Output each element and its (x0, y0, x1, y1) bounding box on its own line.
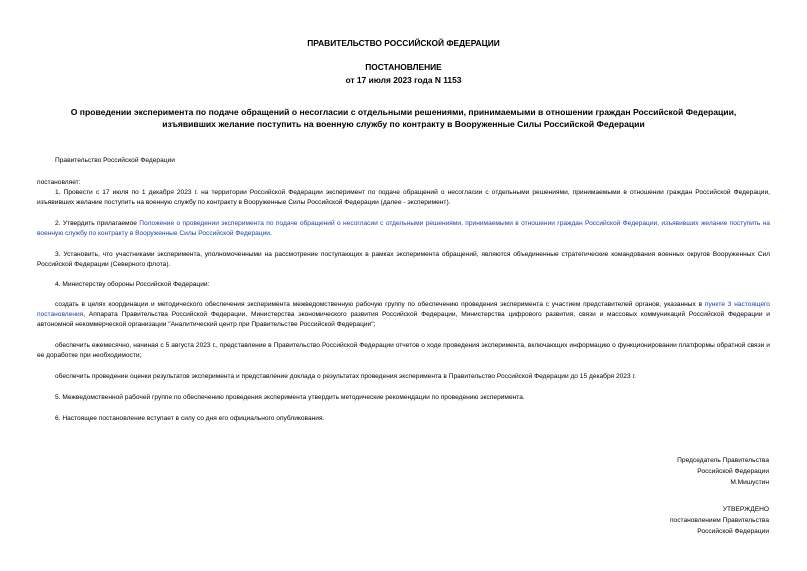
paragraph-4: 4. Министерству обороны Российской Федерации: (55, 281, 210, 288)
paragraph-5: 5. Межведомственной рабочей группе по обеспечению проведения эксперимента утвердить методические рекомендации по проведению эксперимента. (55, 394, 525, 401)
regulation-link[interactable]: Положение о проведении эксперимента по подаче обращений о несогласии с отдельными решениями, принимаемыми в отношении граждан Российской Федерации, изъявивших желание поступить на военную службу по контракту в Вооруженные Силы Российской Федерации (37, 220, 770, 237)
approval-organization: Российской Федерации (697, 528, 769, 535)
paragraph-4-item-1 (37, 300, 770, 330)
approval-basis: постановлением Правительства (669, 517, 769, 524)
paragraph-4-item-3: обеспечить проведение оценки результатов эксперимента и представление доклада о результатах проведения эксперимента в Правительство Российской Федерации до 15 декабря 2023 г. (55, 373, 636, 380)
document-date-number: от 17 июля 2023 года N 1153 (345, 75, 462, 85)
paragraph-2-prefix: 2. Утвердить прилагаемое (55, 220, 140, 227)
paragraph-1: 1. Провести с 17 июля по 1 декабря 2023 г. на территории Российской Федерации эксперимент по подаче обращений о несогласии с отдельными решениями, принимаемыми в отношении граждан Российской Федерации, изъявивших желание поступить на военную службу по контракту в Вооруженные Силы Российской Федерации (далее - эксперимент). (37, 189, 770, 206)
signature-name: М.Мишустин (730, 479, 769, 486)
signature-organization: Российской Федерации (697, 468, 769, 475)
paragraph-2 (37, 219, 770, 239)
approval-label: УТВЕРЖДЕНО (722, 506, 769, 513)
document-title-line-2: изъявивших желание поступить на военную службу по контракту в Вооруженные Силы Российской Федерации (162, 119, 645, 129)
decree-word: постановляет: (37, 179, 81, 186)
document-title (40, 106, 767, 130)
signature-position: Председатель Правительства (677, 457, 769, 464)
approval-block (670, 504, 769, 537)
paragraph-4-item-1-prefix: создать в целях координации и методического обеспечения эксперимента межведомственную рабочую группу по обеспечению проведения эксперимента с участием представителей органов, указанных в (55, 301, 705, 308)
paragraph-6: 6. Настоящее постановление вступает в силу со дня его официального опубликования. (55, 415, 325, 422)
document-type: ПОСТАНОВЛЕНИЕ (365, 62, 442, 72)
document-title-line-1: О проведении эксперимента по подаче обращений о несогласии с отдельными решениями, принимаемыми в отношении граждан Российской Федерации, (70, 107, 737, 117)
paragraph-2-suffix: . (269, 230, 272, 237)
signature-block (677, 455, 769, 488)
paragraph-3: 3. Установить, что участниками эксперимента, уполномоченными на рассмотрение поступающих в рамках эксперимента обращений, являются объединенные стратегические командования военных округов Вооруженных Сил Российской Федерации (Северного флота). (37, 251, 770, 268)
paragraph-4-item-1-suffix: , Аппарата Правительства Российской Федерации, Министерства экономического развития Российской Федерации, Министерства цифрового развития, связи и массовых коммуникаций Российской Федерации и автономной некоммерческой организации "Аналитический центр при Правительстве Российской Федерации"; (37, 311, 770, 328)
paragraph-4-item-2: обеспечить ежемесячно, начиная с 5 августа 2023 г., представление в Правительство Российской Федерации отчетов о ходе проведения эксперимента, включающих информацию о функционировании платформы обратной связи и ее доработке при необходимости; (37, 342, 770, 359)
intro-paragraph: Правительство Российской Федерации (55, 157, 175, 164)
clause-3-link[interactable]: пункте 3 настоящего постановления (37, 301, 770, 318)
government-header: ПРАВИТЕЛЬСТВО РОССИЙСКОЙ ФЕДЕРАЦИИ (307, 38, 500, 48)
